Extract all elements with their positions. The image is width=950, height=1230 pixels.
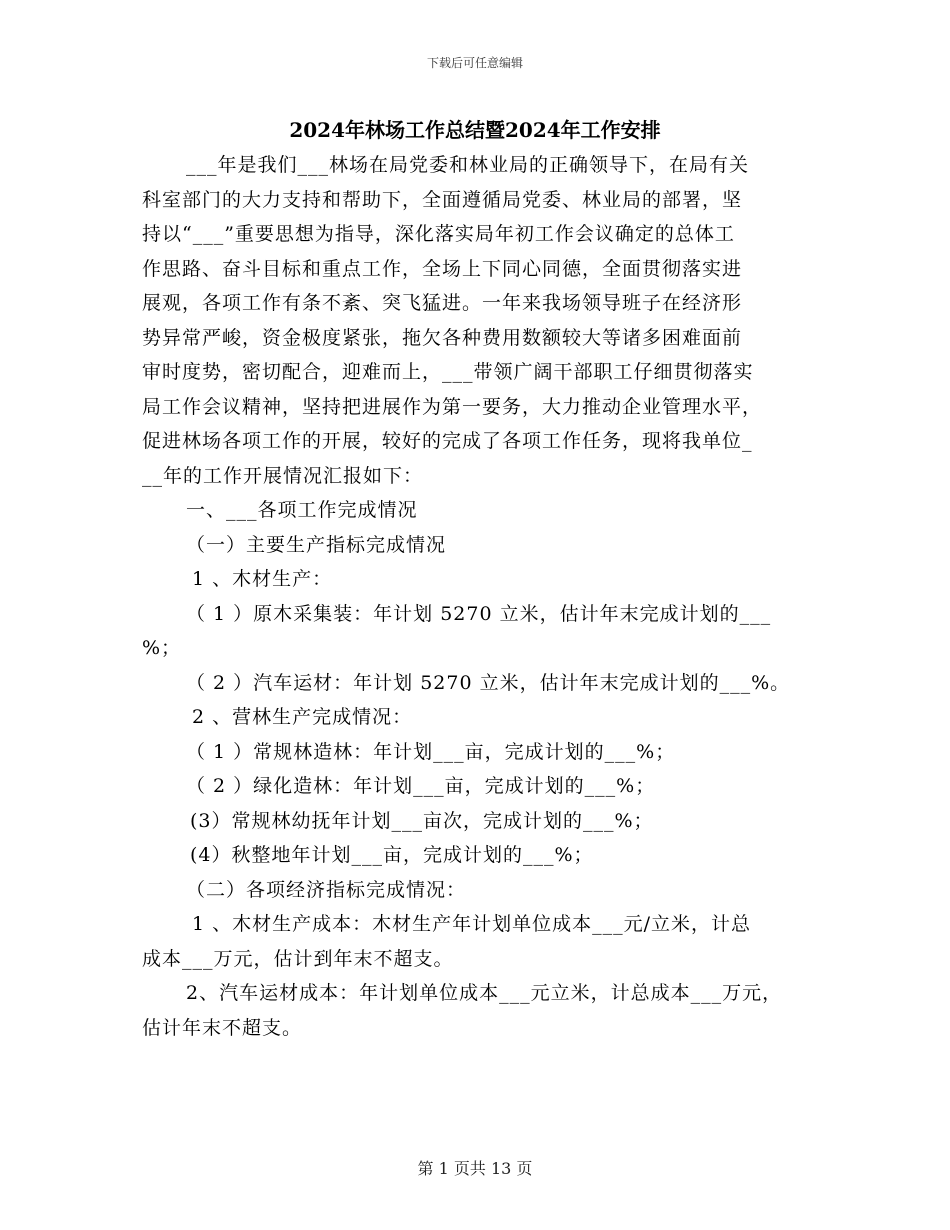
paragraph-line: 成本___万元，估计到年末不超支。 xyxy=(142,947,454,970)
paragraph-line: __年的工作开展情况汇报如下： xyxy=(142,464,424,487)
paragraph-line: ___年是我们___林场在局党委和林业局的正确领导下，在局有关 xyxy=(186,154,750,176)
page-number: 第 1 页共 13 页 xyxy=(417,1159,533,1178)
paragraph-line: （ 1 ）原木采集装：年计划 5270 立米，估计年末完成计划的___ xyxy=(186,602,772,625)
paragraph-line: 2、汽车运材成本：年计划单位成本___元立米，计总成本___万元， xyxy=(186,982,783,1004)
paragraph-line: 作思路、奋斗目标和重点工作，全场上下同心同德，全面贯彻落实进 xyxy=(142,257,743,280)
document-body xyxy=(142,148,812,1045)
paragraph-line: (4）秋整地年计划___亩，完成计划的___%； xyxy=(190,844,594,866)
paragraph-line: （ 2 ）汽车运材：年计划 5270 立米，估计年末完成计划的___%。 xyxy=(186,671,791,694)
paragraph-line: 势异常严峻，资金极度紧张，拖欠各种费用数额较大等诸多困难面前 xyxy=(142,326,743,349)
paragraph-line: %； xyxy=(142,637,182,659)
page-header-note: 下载后可任意编辑 xyxy=(426,56,523,70)
paragraph-line: （ 2 ）绿化造林：年计划___亩，完成计划的___%； xyxy=(186,775,656,797)
paragraph-line: 2 、营林生产完成情况： xyxy=(192,706,413,728)
paragraph-line: 展观，各项工作有条不紊、突飞猛进。一年来我场领导班子在经济形 xyxy=(142,292,743,314)
paragraph-line: 科室部门的大力支持和帮助下，全面遵循局党委、林业局的部署，坚 xyxy=(142,188,743,211)
paragraph-line: （二）各项经济指标完成情况： xyxy=(186,878,467,901)
paragraph-line: 持以“___”重要思想为指导，深化落实局年初工作会议确定的总体工 xyxy=(142,223,735,245)
paragraph-line: 审时度势，密切配合，迎难而上，___带领广阔干部职工仔细贯彻落实 xyxy=(142,361,754,383)
document-title: 2024年林场工作总结暨2024年工作安排 xyxy=(289,118,661,142)
paragraph-line: 一、___各项工作完成情况 xyxy=(186,499,418,521)
paragraph-line: 1 、木材生产： xyxy=(192,568,333,590)
paragraph-line: 估计年末不超支。 xyxy=(142,1016,303,1039)
paragraph-line: （ 1 ）常规林造林：年计划___亩，完成计划的___%； xyxy=(186,740,676,763)
paragraph-line: (3）常规林幼抚年计划___亩次，完成计划的___%； xyxy=(190,809,654,832)
paragraph-line: 1 、木材生产成本：木材生产年计划单位成本___元/立米，计总 xyxy=(192,913,752,935)
paragraph-line: 局工作会议精神，坚持把进展作为第一要务，大力推动企业管理水平， xyxy=(142,395,763,418)
paragraph-line: 促进林场各项工作的开展，较好的完成了各项工作任务，现将我单位_ xyxy=(142,430,753,452)
paragraph-line: （一）主要生产指标完成情况 xyxy=(186,533,447,556)
